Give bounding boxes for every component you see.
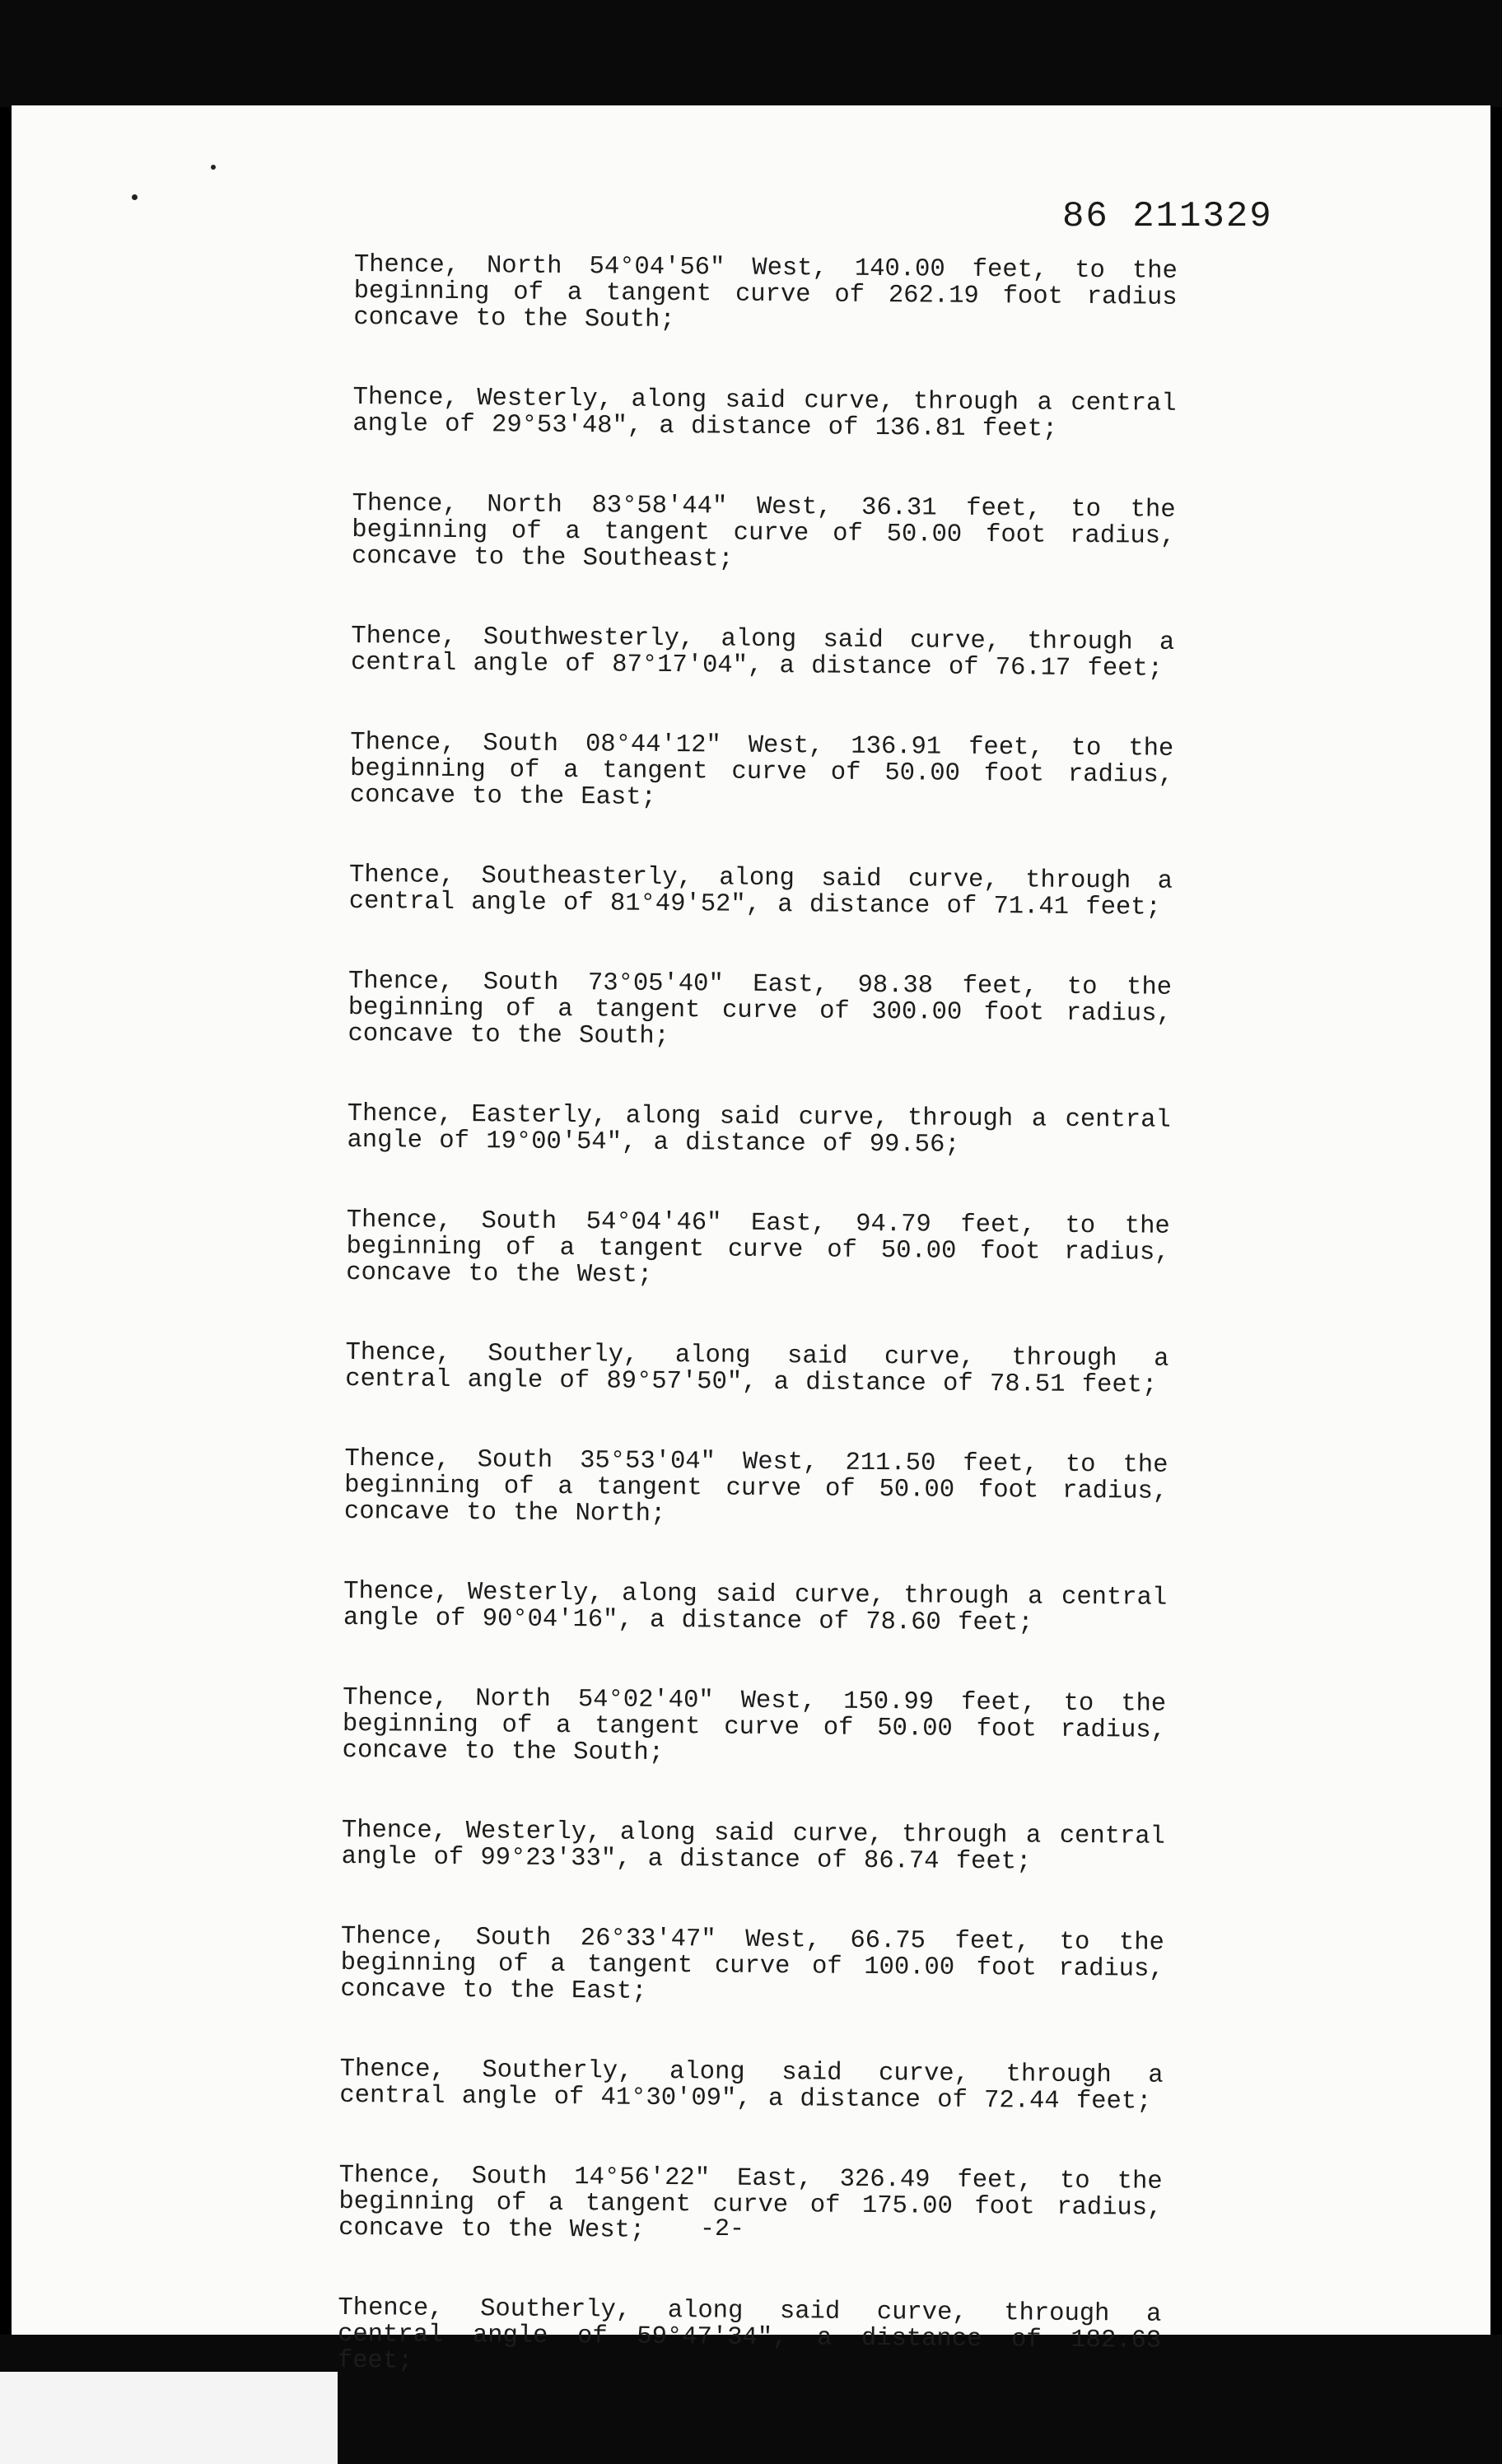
paragraph: Thence, Westerly, along said curve, through a central angle of 99°23'33", a distance of 86.74 feet; xyxy=(341,1816,1166,1877)
paragraph: Thence, South 14°56'22" East, 326.49 feet, to the beginning of a tangent curve of 175.00 foot radius, concave to the West; xyxy=(338,2161,1163,2245)
paragraph: Thence, North 54°04'56" West, 140.00 feet, to the beginning of a tangent curve of 262.19 foot radius concave to the South; xyxy=(353,251,1178,335)
paragraph: Thence, Westerly, along said curve, through a central angle of 90°04'16", a distance of 78.60 feet; xyxy=(343,1577,1168,1638)
document-number: 86 211329 xyxy=(1062,196,1273,237)
paragraph: Thence, North 54°02'40" West, 150.99 feet, to the beginning of a tangent curve of 50.00 foot radius, concave to the South; xyxy=(342,1683,1167,1768)
paragraph: Thence, South 73°05'40" East, 98.38 feet, to the beginning of a tangent curve of 300.00 foot radius, concave to the South; xyxy=(348,967,1173,1052)
paragraph: Thence, South 35°53'04" West, 211.50 feet, to the beginning of a tangent curve of 50.00 foot radius, concave to the North; xyxy=(343,1444,1168,1529)
paragraph: Thence, South 54°04'46" East, 94.79 feet, to the beginning of a tangent curve of 50.00 foot radius, concave to the West; xyxy=(346,1206,1170,1290)
legal-description xyxy=(337,252,1178,2434)
scan-speck xyxy=(132,194,138,200)
paragraph: Thence, Easterly, along said curve, through a central angle of 19°00'54", a distance of 99.56; xyxy=(347,1099,1171,1160)
paragraph: Thence, Southerly, along said curve, through a central angle of 59°47'34", a distance of 182.63 feet; xyxy=(337,2294,1162,2376)
paragraph: Thence, South 08°44'12" West, 136.91 feet, to the beginning of a tangent curve of 50.00 foot radius, concave to the East; xyxy=(349,728,1174,812)
paragraph: Thence, Southeasterly, along said curve, through a central angle of 81°49'52", a distance of 71.41 feet; xyxy=(348,861,1173,922)
paragraph: Thence, Southwesterly, along said curve, through a central angle of 87°17'04", a distance of 76.17 feet; xyxy=(350,622,1175,684)
paragraph: Thence, South 26°33'47" West, 66.75 feet, to the beginning of a tangent curve of 100.00 foot radius, concave to the East; xyxy=(340,1922,1165,2006)
paragraph: Thence, Westerly, along said curve, through a central angle of 29°53'48", a distance of 136.81 feet; xyxy=(352,383,1177,444)
page-number: -2- xyxy=(700,2215,745,2243)
paragraph: Thence, North 83°58'44" West, 36.31 feet, to the beginning of a tangent curve of 50.00 foot radius, concave to the Southeast; xyxy=(351,489,1176,574)
paragraph: Thence, Southerly, along said curve, through a central angle of 89°57'50", a distance of 78.51 feet; xyxy=(345,1338,1169,1400)
scan-speck xyxy=(211,165,216,170)
scan-border-top xyxy=(0,0,1502,107)
scan-notch xyxy=(0,2372,338,2464)
paragraph: Thence, Southerly, along said curve, through a central angle of 41°30'09", a distance of 72.44 feet; xyxy=(339,2055,1164,2116)
